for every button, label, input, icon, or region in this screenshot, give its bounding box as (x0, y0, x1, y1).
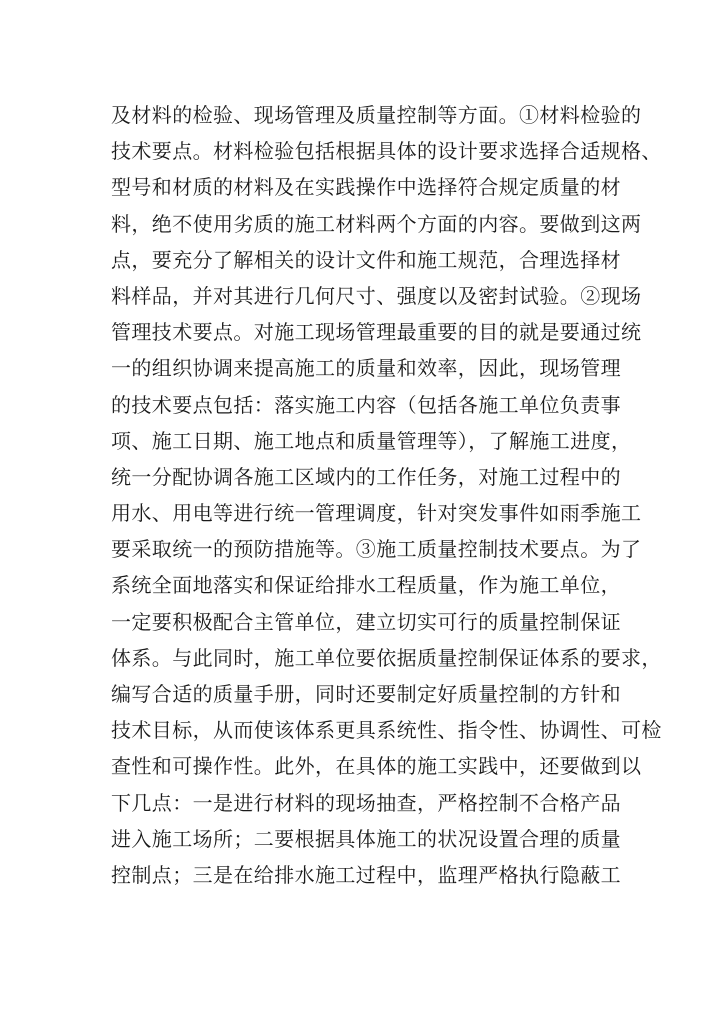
text-line: 用水、用电等进行统一管理调度，针对突发事件如雨季施工 (111, 501, 642, 526)
text-line: 点，要充分了解相关的设计文件和施工规范，合理选择材 (111, 247, 621, 272)
text-line: 技术目标，从而使该体系更具系统性、指令性、协调性、可检 (111, 718, 662, 743)
text-line: 一的组织协调来提高施工的质量和效率，因此，现场管理 (111, 356, 621, 381)
text-line: 进入施工场所；二要根据具体施工的状况设置合理的质量 (111, 826, 621, 851)
text-line: 统一分配协调各施工区域内的工作任务，对施工过程中的 (111, 464, 621, 489)
text-line: 型号和材质的材料及在实践操作中选择符合规定质量的材 (111, 175, 621, 200)
text-line: 控制点；三是在给排水施工过程中，监理严格执行隐蔽工 (111, 862, 621, 887)
text-line: 体系。与此同时，施工单位要依据质量控制保证体系的要求， (111, 645, 662, 670)
text-line: 系统全面地落实和保证给排水工程质量，作为施工单位， (111, 573, 621, 598)
text-line: 料样品，并对其进行几何尺寸、强度以及密封试验。②现场 (111, 283, 642, 308)
text-line: 的技术要点包括：落实施工内容（包括各施工单位负责事 (111, 392, 621, 417)
text-line: 编写合适的质量手册，同时还要制定好质量控制的方针和 (111, 682, 621, 706)
text-line: 及材料的检验、现场管理及质量控制等方面。①材料检验的 (111, 103, 642, 127)
text-line: 项、施工日期、施工地点和质量管理等），了解施工进度， (111, 428, 632, 453)
text-line: 查性和可操作性。此外，在具体的施工实践中，还要做到以 (111, 754, 642, 779)
text-line: 一定要积极配合主管单位，建立切实可行的质量控制保证 (111, 609, 621, 634)
text-line: 下几点：一是进行材料的现场抽查，严格控制不合格产品 (111, 790, 621, 815)
text-line: 技术要点。材料检验包括根据具体的设计要求选择合适规格、 (111, 139, 662, 164)
text-line: 管理技术要点。对施工现场管理最重要的目的就是要通过统 (111, 320, 642, 345)
text-line: 要采取统一的预防措施等。③施工质量控制技术要点。为了 (111, 537, 642, 562)
text-line: 料，绝不使用劣质的施工材料两个方面的内容。要做到这两 (111, 211, 642, 236)
body-text (111, 97, 662, 893)
